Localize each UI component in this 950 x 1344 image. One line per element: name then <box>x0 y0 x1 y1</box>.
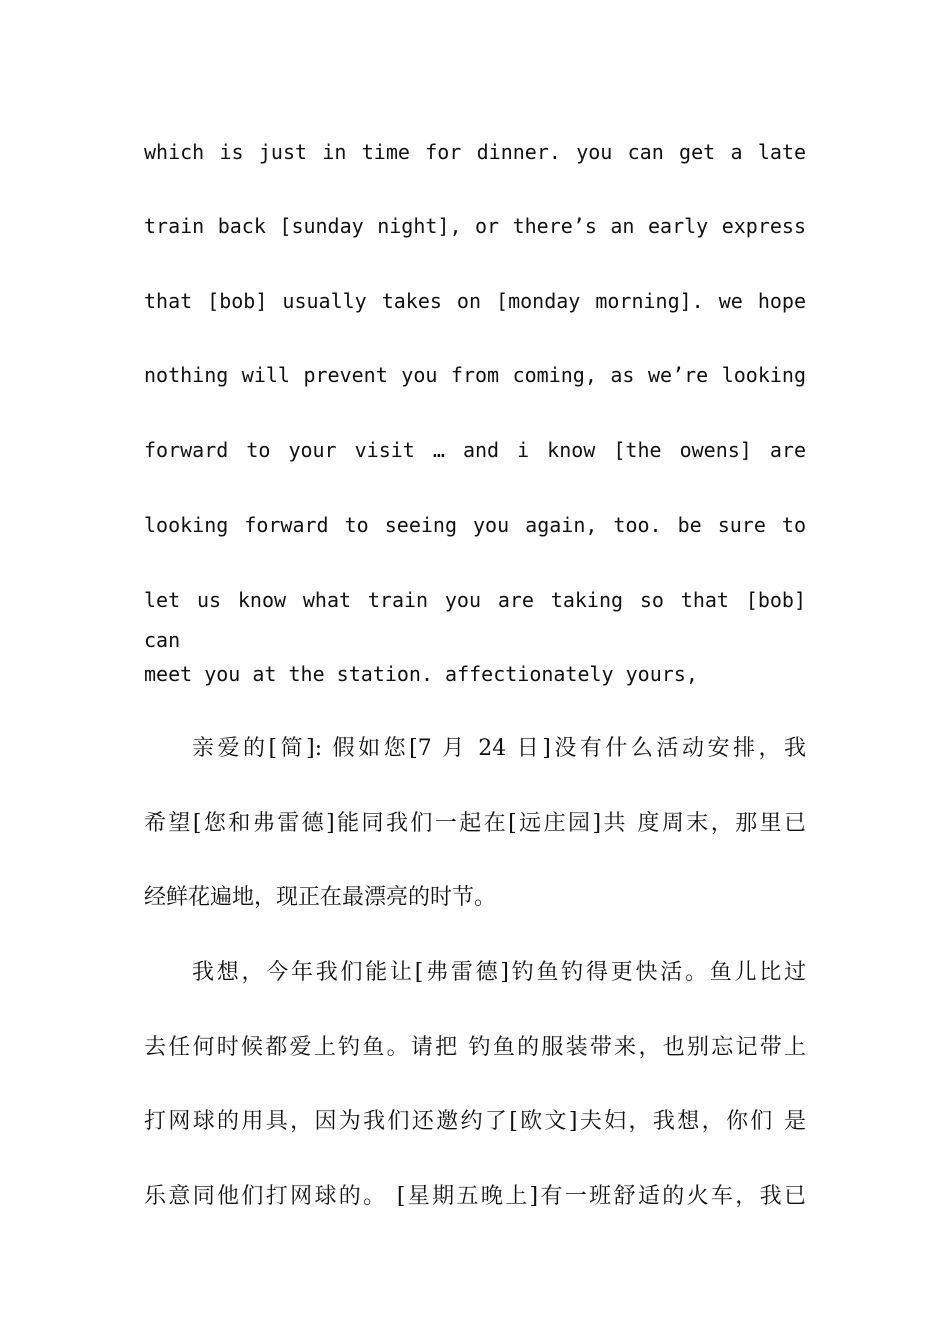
text-line: let us know what train you are taking so that [bob] can <box>144 588 806 652</box>
text-line: looking forward to seeing you again, too. be sure to <box>144 513 806 537</box>
paragraph-line: 经鲜花遍地，现正在最漂亮的时节。 <box>144 885 497 910</box>
text-line: nothing will prevent you from coming, as we’re looking <box>144 363 806 387</box>
text-line: meet you at the station. affectionately yours, <box>144 662 698 686</box>
paragraph-line: 希望[您和弗雷德]能同我们一起在[远庄园]共 度周末，那里已 <box>144 811 806 836</box>
text-line: forward to your visit … and i know [the owens] are <box>144 438 806 462</box>
text-line: that [bob] usually takes on [monday morning]. we hope <box>144 289 806 313</box>
paragraph-line: 去任何时候都爱上钓鱼。请把 钓鱼的服装带来，也别忘记带上 <box>144 1035 806 1060</box>
paragraph-line: 亲爱的[简]: 假如您[7 月 24 日]没有什么活动安排，我 <box>192 736 806 761</box>
text-line: train back [sunday night], or there’s an early express <box>144 214 806 238</box>
paragraph-line: 我想，今年我们能让[弗雷德]钓鱼钓得更快活。鱼儿比过 <box>192 960 806 985</box>
paragraph-line: 乐意同他们打网球的。 [星期五晚上]有一班舒适的火车，我已 <box>144 1184 806 1209</box>
paragraph-line: 打网球的用具，因为我们还邀约了[欧文]夫妇，我想，你们 是 <box>144 1109 806 1134</box>
text-line: which is just in time for dinner. you can get a late <box>144 140 806 164</box>
